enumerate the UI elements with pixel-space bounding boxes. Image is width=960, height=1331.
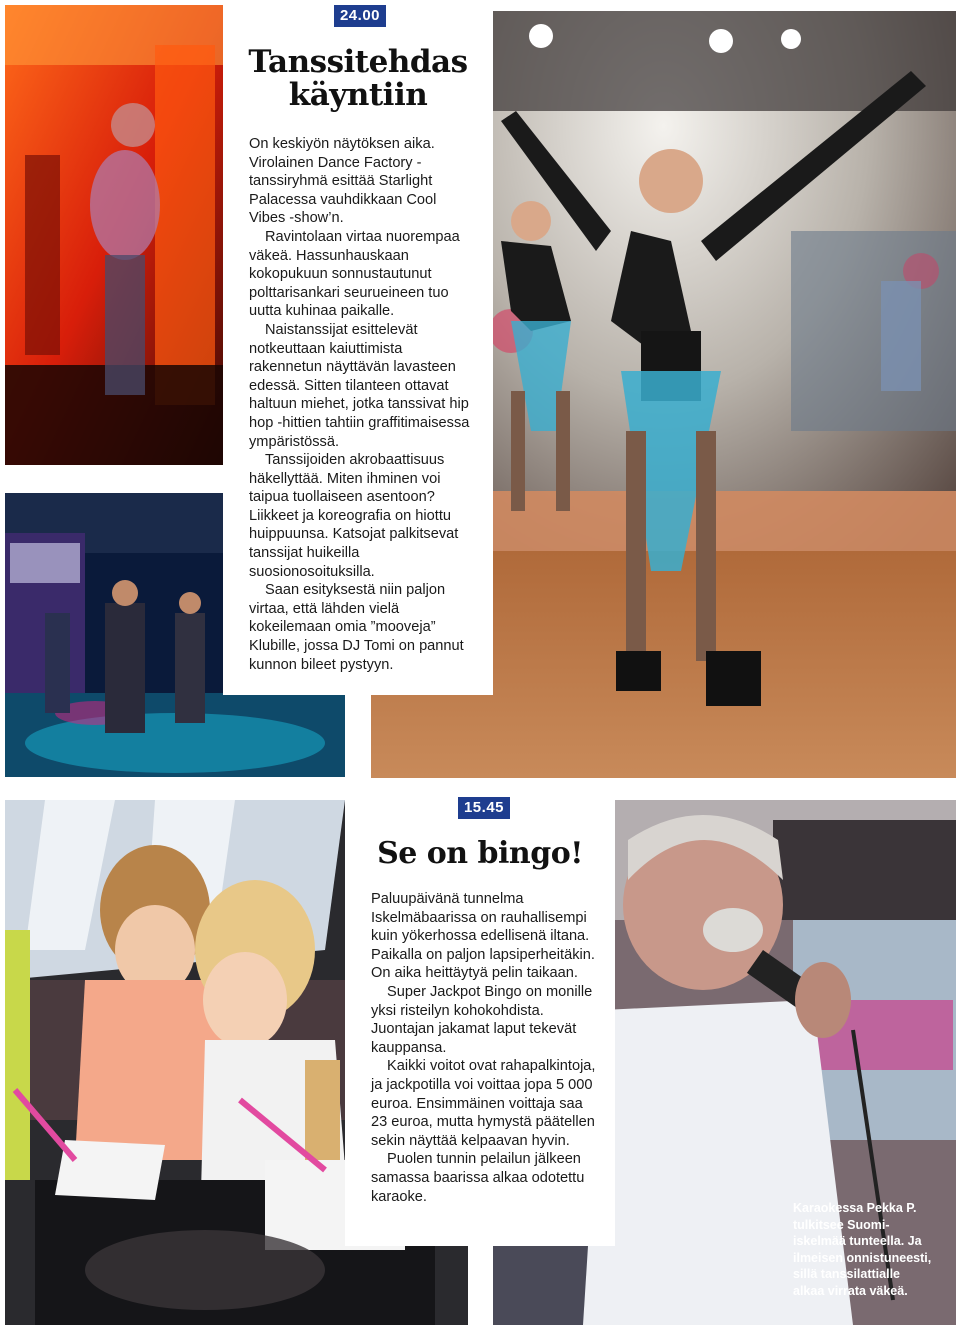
paragraph: On keskiyön näytöksen aika. Virolainen Dance Factory -tanssiryhmä esittää Starlight Palacessa vauhdikkaan Cool Vibes -show’n. [249, 136, 437, 227]
paragraph: Super Jackpot Bingo on monille yksi risteilyn kohokohdista. Juontajan jakamat laput tekevät kauppansa. [371, 983, 593, 1056]
photo-caption: Karaokessa Pekka P. tulkitsee Suomi-iskelmää tunteella. Ja ilmeisen onnistuneesti, sillä tanssilattialle alkaa virrata väkeä. [793, 1201, 932, 1298]
headline: Se on bingo! [377, 836, 583, 871]
paragraph: Ravintolaan virtaa nuorempaa väkeä. Hassunhauskaan kokopukuun sonnustautunut polttarisankari seurueineen tuo uutta kuhinaa paikalle. [249, 228, 460, 320]
paragraph: Kaikki voitot ovat rahapalkintoja, ja jackpotilla voi voittaa jopa 5 000 euroa. Ensimmäinen voittaja saa 23 euroa, mutta hymystä päätellen sekin näyttää kelpaavan hyvin. [371, 1058, 596, 1149]
photo-red-corridor [5, 5, 223, 465]
paragraph: Paluupäivänä tunnelma Iskelmäbaarissa on rauhallisempi kuin yökerhossa edellisenä iltana. Paikalla on paljon lapsiperheitäkin. On aika heittäytyä pelin taikaan. [371, 891, 595, 982]
time-badge: 15.45 [458, 797, 510, 819]
article-tanssitehdas [223, 0, 493, 695]
article-bingo [345, 790, 615, 1246]
paragraph: Saan esityksestä niin paljon virtaa, että lähden vielä kokeilemaan omia ”mooveja” Klubille, jossa DJ Tomi on pannut kunnon bileet pystyyn. [249, 582, 464, 673]
paragraph: Tanssijoiden akrobaattisuus häkellyttää. Miten ihminen voi taipua tuollaiseen asentoon? Liikkeet ja koreografia on hiottu huippuunsa. Katsojat palkitsevat tanssijat huikeilla suosionosoituksilla. [249, 452, 459, 580]
article-body [249, 135, 474, 674]
paragraph: Naistanssijat esittelevät notkeuttaan kaiuttimista rakennetun näyttävän lavasteen edessä. Sitten tilanteen ottavat haltuun miehet, jotka tanssivat hip hop -hittien tahtiin graffitimaisessa ympäristössä. [249, 321, 470, 450]
time-badge: 24.00 [334, 5, 386, 27]
paragraph: Puolen tunnin pelailun jälkeen samassa baarissa alkaa odotettu karaoke. [371, 1151, 585, 1205]
headline: Tanssitehdas käyntiin [248, 44, 468, 114]
article-body [371, 890, 596, 1206]
